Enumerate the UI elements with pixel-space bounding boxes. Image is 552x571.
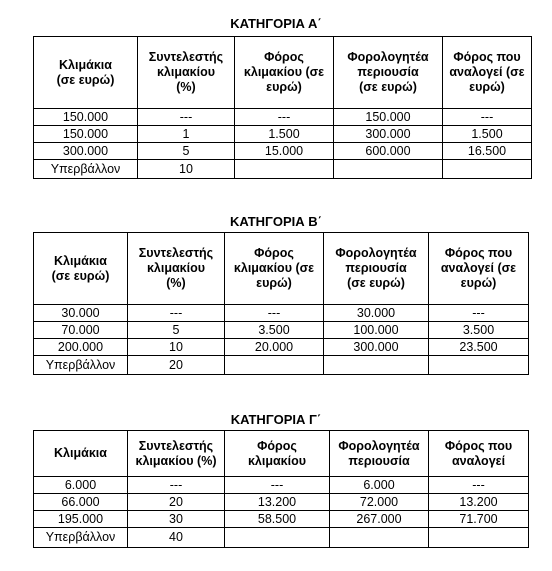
column-header-line: κλιμακίου [247, 453, 307, 468]
column-header-line: αναλογεί (σε [440, 261, 517, 275]
table-cell: 1.500 [443, 126, 532, 143]
column-header [34, 431, 128, 477]
column-header-line: Κλιμάκια [59, 57, 112, 72]
table-cell: 23.500 [429, 339, 529, 356]
column-header-line: Φορολογητέα [347, 50, 429, 64]
table-row [34, 356, 529, 375]
table-cell: 15.000 [235, 143, 334, 160]
table-cell: 3.500 [225, 322, 324, 339]
column-header-line: ευρώ) [266, 80, 302, 94]
table-row [34, 511, 529, 528]
column-header-line: (%) [176, 80, 196, 94]
table-cell: 13.200 [225, 494, 330, 511]
column-header-line: Κλιμάκια [54, 446, 107, 460]
category-b-title: ΚΑΤΗΓΟΡΙΑ Β΄ [230, 214, 322, 229]
table-row [34, 160, 532, 179]
column-header [225, 431, 330, 477]
table-cell: 150.000 [34, 126, 138, 143]
column-header [324, 233, 429, 305]
table-cell [429, 356, 529, 375]
column-header-line: Φόρος που [453, 50, 521, 64]
table-cell: 1 [138, 126, 235, 143]
category-c-table [33, 430, 529, 548]
column-header-line: κλιμακίου [146, 261, 206, 275]
table-cell: Υπερβάλλον [34, 528, 128, 548]
column-header [128, 431, 225, 477]
column-header-line: αναλογεί (σε [449, 65, 525, 79]
table-cell: 30 [128, 511, 225, 528]
table-cell: 13.200 [429, 494, 529, 511]
column-header [235, 37, 334, 109]
table-cell: 10 [138, 160, 235, 179]
column-header [429, 431, 529, 477]
column-header-line: κλιμακίου [156, 65, 216, 79]
column-header [34, 233, 128, 305]
table-cell [324, 356, 429, 375]
table-cell: 600.000 [334, 143, 443, 160]
table-cell [225, 528, 330, 548]
table-cell: 20 [128, 356, 225, 375]
column-header-line: Φόρος [264, 50, 304, 64]
table-cell: 300.000 [334, 126, 443, 143]
category-c-title: ΚΑΤΗΓΟΡΙΑ Γ΄ [230, 412, 322, 427]
table-cell: 66.000 [34, 494, 128, 511]
column-header [330, 431, 429, 477]
category-a-table [33, 36, 532, 179]
table-row [34, 477, 529, 494]
table-cell: 72.000 [330, 494, 429, 511]
table-row [34, 126, 532, 143]
table-cell: 6.000 [330, 477, 429, 494]
table-cell: 70.000 [34, 322, 128, 339]
column-header-line: (σε ευρώ) [347, 276, 405, 290]
column-header-line: κλιμακίου (σε [243, 65, 325, 79]
table-cell: --- [235, 109, 334, 126]
column-header-line: Φορολογητέα [338, 438, 420, 453]
column-header-line: περιουσία [348, 453, 410, 468]
table-cell: 10 [128, 339, 225, 356]
table-row [34, 109, 532, 126]
table-cell: 195.000 [34, 511, 128, 528]
table-cell: 30.000 [324, 305, 429, 322]
column-header-line: κλιμακίου (%) [135, 453, 217, 468]
table-row [34, 305, 529, 322]
column-header [138, 37, 235, 109]
table-cell: 1.500 [235, 126, 334, 143]
table-cell: 58.500 [225, 511, 330, 528]
column-header-line: Φορολογητέα [335, 246, 417, 260]
table-row [34, 494, 529, 511]
table-cell [225, 356, 324, 375]
column-header [443, 37, 532, 109]
table-cell: 3.500 [429, 322, 529, 339]
column-header-line: Κλιμάκια [54, 253, 107, 268]
column-header-line: Φόρος [254, 246, 294, 260]
table-cell: 30.000 [34, 305, 128, 322]
column-header-line: Συντελεστής [148, 50, 224, 64]
column-header-line: (σε ευρώ) [56, 72, 115, 87]
table-cell: 71.700 [429, 511, 529, 528]
table-cell: 20 [128, 494, 225, 511]
table-row [34, 339, 529, 356]
column-header-line: ευρώ) [256, 276, 292, 290]
column-header [334, 37, 443, 109]
table-cell: 267.000 [330, 511, 429, 528]
column-header [429, 233, 529, 305]
table-cell: Υπερβάλλον [34, 160, 138, 179]
column-header-line: (%) [166, 276, 186, 290]
column-header-line: κλιμακίου (σε [233, 261, 315, 275]
table-cell: --- [429, 477, 529, 494]
column-header-line: Συντελεστής [138, 246, 214, 260]
table-cell: 5 [128, 322, 225, 339]
table-cell: --- [128, 477, 225, 494]
column-header-line: Συντελεστής [138, 438, 214, 453]
table-cell [443, 160, 532, 179]
table-cell: --- [128, 305, 225, 322]
table-row [34, 322, 529, 339]
column-header-line: Φόρος που [444, 246, 513, 260]
table-row [34, 528, 529, 548]
table-cell [330, 528, 429, 548]
table-cell: --- [429, 305, 529, 322]
column-header [34, 37, 138, 109]
table-cell [235, 160, 334, 179]
header-row [34, 37, 532, 109]
table-cell: 300.000 [34, 143, 138, 160]
category-b-table [33, 232, 529, 375]
column-header-line: (σε ευρώ) [359, 80, 417, 94]
table-cell: --- [443, 109, 532, 126]
table-cell: --- [225, 477, 330, 494]
table-cell: 40 [128, 528, 225, 548]
table-cell [334, 160, 443, 179]
column-header-line: Φόρος [257, 438, 297, 453]
table-cell: 16.500 [443, 143, 532, 160]
table-row [34, 143, 532, 160]
table-cell: Υπερβάλλον [34, 356, 128, 375]
column-header-line: (σε ευρώ) [51, 268, 110, 283]
header-row [34, 233, 529, 305]
table-cell: --- [225, 305, 324, 322]
column-header-line: ευρώ) [469, 80, 505, 94]
column-header-line: περιουσία [357, 65, 419, 79]
column-header-line: περιουσία [345, 261, 407, 275]
header-row [34, 431, 529, 477]
table-cell [429, 528, 529, 548]
category-a-title: ΚΑΤΗΓΟΡΙΑ Α΄ [230, 16, 322, 31]
table-cell: 150.000 [334, 109, 443, 126]
table-cell: 200.000 [34, 339, 128, 356]
column-header [225, 233, 324, 305]
column-header-line: αναλογεί [451, 453, 506, 468]
table-cell: 20.000 [225, 339, 324, 356]
table-cell: 5 [138, 143, 235, 160]
table-cell: 6.000 [34, 477, 128, 494]
table-cell: --- [138, 109, 235, 126]
table-cell: 300.000 [324, 339, 429, 356]
column-header [128, 233, 225, 305]
column-header-line: ευρώ) [460, 276, 497, 290]
column-header-line: Φόρος που [444, 438, 513, 453]
table-cell: 150.000 [34, 109, 138, 126]
table-cell: 100.000 [324, 322, 429, 339]
